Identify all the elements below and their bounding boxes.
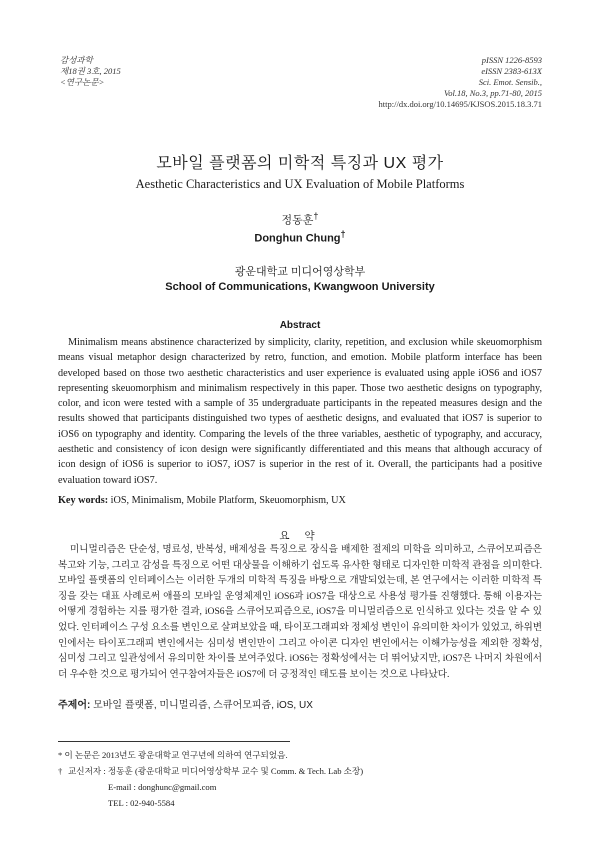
abstract-heading: Abstract: [279, 320, 321, 331]
journal-volume: 제18권 3호, 2015: [60, 66, 121, 76]
korean-keywords-line: [58, 698, 542, 713]
keywords-line: [58, 493, 542, 508]
title-korean: 모바일 플랫폼의 미학적 특징과 UX 평가: [156, 155, 444, 172]
author-korean-name: 정동훈: [281, 214, 314, 227]
affiliation-english: School of Communications, Kwangwoon University: [165, 281, 435, 293]
journal-header-right: [379, 55, 542, 110]
author-korean: [0, 211, 600, 228]
corresponding-footnote: [58, 766, 363, 777]
author-english: [0, 229, 600, 245]
email-footnote[interactable]: E-mail : donghunc@gmail.com: [108, 782, 217, 792]
keywords-list: iOS, Minimalism, Mobile Platform, Skeuomorphism, UX: [110, 495, 346, 506]
eissn: eISSN 2383-613X: [481, 66, 542, 76]
footnote-divider: [58, 741, 290, 742]
pissn: pISSN 1226-8593: [481, 55, 542, 65]
corresponding-mark: †: [58, 766, 63, 776]
korean-summary-body: 미니멀리즘은 단순성, 명료성, 반복성, 배제성을 특징으로 장식을 배제한 절제의 미학을 의미하고, 스큐어모피즘은 복고와 기능, 그리고 감성을 특징으로 어떤 대상물을 이해하기 쉽도록 유사한 형태로 디자인한 미학적 관점을 의미한다. 모바일 플랫폼의 인터페이스는 이러한 두개의 미학적 특징을 바탕으로 개발되었는데, 본 연구에서는 이러한 미학적 특징을 갖는 대표 사례로써 애플의 모바일 운영체제인 iOS6과 iOS7을 대상으로 사용성 평가를 진행했다. 통해 이용자는 어떻게 경험하는 지를 평가한 결과, iOS6을 스큐어모피즘으로, iOS7을 미니멀리즘으로 인식하고 있다는 것을 알 수 있었다. 인터페이스 구성 요소를 변인으로 살펴보았을 때, 타이포그래피와 정체성 변인이 유의미한 차이가 있었고, 하위변인에서는 타이포그래피 변인에서는 심미성 변인만이 그리고 아이콘 디자인 변인에서는 이해가능성을 제외한 정확성, 심미성 그리고 일관성에서 유의미한 차이를 보여주었다. iOS6는 정확성에서는 더 뛰어났지만, iOS7은 나머지 차원에서 더 우수한 것으로 평가되어 연구참여자들은 iOS7에 더 긍정적인 태도를 보이는 것으로 나타났다.: [58, 544, 542, 680]
keywords-label: Key words:: [58, 495, 109, 506]
volume-pages: Vol.18, No.3, pp.71-80, 2015: [444, 88, 542, 98]
corresponding-mark: †: [313, 211, 319, 221]
korean-keywords-label: 주제어:: [58, 700, 91, 711]
abstract-body: Minimalism means abstinence characterized by simplicity, clarity, repetition, and exclusion while skeuomorphism means visual metaphor design characterized by retro, function, and emotion. Mobile platform interface has been developed based on those two aesthetic characteristics and user experience is evaluated using apple iOS6 and iOS7 representing skeuomorphism and minimalism respectively in this paper. Those two aesthetic designs on typography, color, and icon were tested with a sample of 35 undergraduate participants in the repeated measures design and the results showed that participants distinguished two types of aesthetic designs, and evaluated that iOS7 is superior to iOS6 on typography and identity. Comparing the levels of the three variables, aesthetic of typography, and accuracy, aesthetic and consistency of icon design were significantly differentiated and this means that although accuracy of icon design of iOS6 is superior to iOS7, iOS7 is superior in the rest of it. Overall, the participants had a positive evaluation toward iOS7.: [58, 337, 542, 486]
doi-link[interactable]: http://dx.doi.org/10.14695/KJSOS.2015.18.3.71: [378, 99, 542, 109]
journal-abbrev: Sci. Emot. Sensib.,: [478, 77, 542, 87]
title-english: Aesthetic Characteristics and UX Evaluation of Mobile Platforms: [135, 177, 465, 191]
korean-summary-heading: 요 약: [279, 530, 321, 542]
article-type: <연구논문>: [60, 77, 105, 87]
tel-footnote: TEL : 02-940-5584: [108, 798, 175, 808]
journal-name: 감성과학: [60, 55, 93, 65]
author-english-name: Donghun Chung: [254, 232, 341, 245]
affiliation-korean: 광운대학교 미디어영상학부: [234, 266, 366, 278]
journal-header-left: [60, 55, 121, 88]
corresponding-mark: †: [340, 229, 346, 239]
corresponding-author-text: 교신저자 : 정동훈 (광운대학교 미디어영상학부 교수 및 Comm. & Tech. Lab 소장): [68, 766, 364, 776]
funding-footnote: * 이 논문은 2013년도 광운대학교 연구년에 의하여 연구되었음.: [58, 750, 288, 760]
korean-keywords-list: 모바일 플랫폼, 미니멀리즘, 스큐어모피즘, iOS, UX: [93, 700, 313, 711]
